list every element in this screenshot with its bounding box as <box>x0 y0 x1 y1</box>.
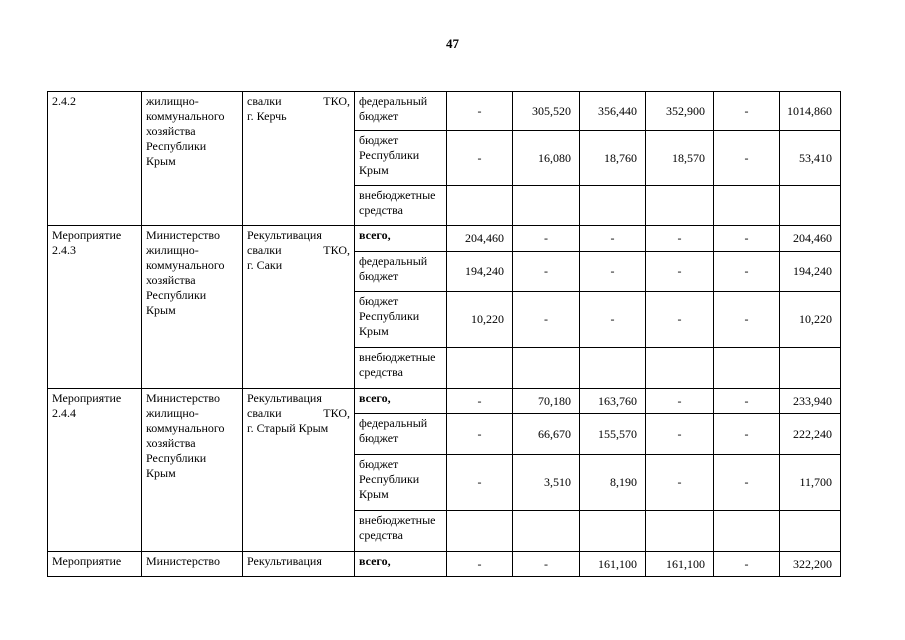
value-cell: - <box>447 92 513 131</box>
object-cell <box>243 389 355 552</box>
value-cell: - <box>447 552 513 577</box>
source-cell: внебюджетные средства <box>355 511 447 552</box>
value-cell <box>714 348 780 389</box>
source-cell: бюджет Республики Крым <box>355 455 447 511</box>
source-cell: бюджет Республики Крым <box>355 131 447 186</box>
table-row <box>48 92 841 131</box>
value-cell: 163,760 <box>580 389 646 414</box>
value-cell: - <box>646 389 714 414</box>
value-cell: - <box>447 414 513 455</box>
source-cell: федеральный бюджет <box>355 252 447 292</box>
object-line: г. Саки <box>247 258 283 272</box>
value-cell: - <box>646 226 714 252</box>
value-cell: - <box>714 414 780 455</box>
total-cell: 10,220 <box>780 292 841 348</box>
value-cell: - <box>646 455 714 511</box>
value-cell: 8,190 <box>580 455 646 511</box>
value-cell: 3,510 <box>513 455 580 511</box>
value-cell <box>714 511 780 552</box>
value-cell: 204,460 <box>447 226 513 252</box>
total-cell: 11,700 <box>780 455 841 511</box>
value-cell <box>513 348 580 389</box>
value-cell: - <box>714 226 780 252</box>
value-cell: 161,100 <box>646 552 714 577</box>
object-line: Рекультивация <box>247 391 322 405</box>
value-cell <box>646 348 714 389</box>
object-cell <box>243 92 355 226</box>
value-cell: 66,670 <box>513 414 580 455</box>
value-cell <box>513 186 580 226</box>
value-cell: - <box>714 552 780 577</box>
value-cell <box>447 511 513 552</box>
value-cell <box>447 186 513 226</box>
source-cell: внебюджетные средства <box>355 348 447 389</box>
total-cell: 322,200 <box>780 552 841 577</box>
total-cell: 1014,860 <box>780 92 841 131</box>
value-cell: - <box>513 226 580 252</box>
value-cell: - <box>714 455 780 511</box>
value-cell: - <box>646 414 714 455</box>
measure-code-cell: 2.4.2 <box>48 92 142 226</box>
total-cell: 53,410 <box>780 131 841 186</box>
total-cell <box>780 186 841 226</box>
value-cell: 70,180 <box>513 389 580 414</box>
total-cell: 194,240 <box>780 252 841 292</box>
value-cell <box>580 186 646 226</box>
object-line: свалки ТКО, <box>247 243 350 257</box>
table-row <box>48 552 841 577</box>
value-cell: - <box>714 389 780 414</box>
measure-code-cell: Мероприятие 2.4.4 <box>48 389 142 552</box>
value-cell: 18,570 <box>646 131 714 186</box>
total-cell <box>780 511 841 552</box>
object-cell <box>243 226 355 389</box>
object-line: свалки ТКО, <box>247 94 350 108</box>
value-cell: 305,520 <box>513 92 580 131</box>
value-cell: 18,760 <box>580 131 646 186</box>
ministry-cell: Министерство <box>142 552 243 577</box>
source-cell: всего, <box>355 552 447 577</box>
budget-table <box>47 91 841 577</box>
ministry-cell: жилищно-коммунального хозяйства Республики Крым <box>142 92 243 226</box>
value-cell: - <box>513 252 580 292</box>
value-cell: 10,220 <box>447 292 513 348</box>
value-cell: 194,240 <box>447 252 513 292</box>
source-cell: всего, <box>355 389 447 414</box>
source-cell: всего, <box>355 226 447 252</box>
page-number: 47 <box>446 36 459 51</box>
value-cell: - <box>447 455 513 511</box>
value-cell <box>447 348 513 389</box>
value-cell <box>646 186 714 226</box>
total-cell: 233,940 <box>780 389 841 414</box>
value-cell: 155,570 <box>580 414 646 455</box>
source-cell: внебюджетные средства <box>355 186 447 226</box>
value-cell: 352,900 <box>646 92 714 131</box>
table-row <box>48 226 841 252</box>
value-cell: - <box>714 292 780 348</box>
value-cell <box>646 511 714 552</box>
object-line: Рекультивация <box>247 228 322 242</box>
source-cell: федеральный бюджет <box>355 92 447 131</box>
total-cell <box>780 348 841 389</box>
value-cell: 161,100 <box>580 552 646 577</box>
value-cell: 16,080 <box>513 131 580 186</box>
value-cell: - <box>646 252 714 292</box>
total-cell: 204,460 <box>780 226 841 252</box>
measure-code-cell: Мероприятие 2.4.3 <box>48 226 142 389</box>
value-cell: - <box>580 252 646 292</box>
object-line: г. Керчь <box>247 109 287 123</box>
value-cell: - <box>714 131 780 186</box>
value-cell: - <box>513 292 580 348</box>
total-cell: 222,240 <box>780 414 841 455</box>
table-row <box>48 389 841 414</box>
ministry-cell: Министерство жилищно-коммунального хозяйства Республики Крым <box>142 226 243 389</box>
value-cell: - <box>447 389 513 414</box>
value-cell: - <box>580 292 646 348</box>
value-cell: - <box>513 552 580 577</box>
value-cell: - <box>714 252 780 292</box>
value-cell <box>513 511 580 552</box>
value-cell <box>714 186 780 226</box>
value-cell: - <box>580 226 646 252</box>
source-cell: федеральный бюджет <box>355 414 447 455</box>
object-cell: Рекультивация <box>243 552 355 577</box>
measure-code-cell: Мероприятие <box>48 552 142 577</box>
value-cell <box>580 511 646 552</box>
object-line: г. Старый Крым <box>247 421 329 435</box>
value-cell <box>580 348 646 389</box>
source-cell: бюджет Республики Крым <box>355 292 447 348</box>
ministry-cell: Министерство жилищно-коммунального хозяйства Республики Крым <box>142 389 243 552</box>
object-line: свалки ТКО, <box>247 406 350 420</box>
value-cell: 356,440 <box>580 92 646 131</box>
value-cell: - <box>714 92 780 131</box>
value-cell: - <box>646 292 714 348</box>
value-cell: - <box>447 131 513 186</box>
